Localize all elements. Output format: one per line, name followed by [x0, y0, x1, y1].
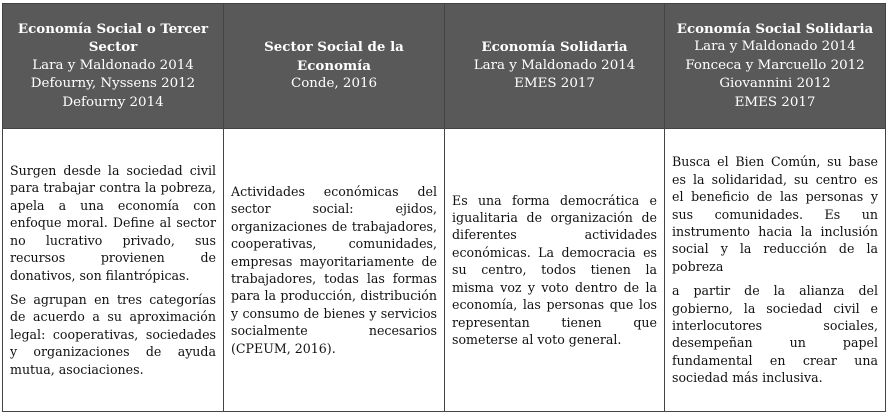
header-cell-economia-social-solidaria	[665, 4, 886, 129]
cell-paragraph: Es una forma democrática e igualitaria de organización de diferentes actividades económicas. La democracia es su centro, todos tienen la misma voz y voto dentro de la economía, las personas que los representan tienen que someterse al voto general.	[452, 192, 657, 347]
column-reference: Defourny, Nyssens 2012	[30, 76, 196, 92]
comparison-table	[2, 3, 886, 412]
column-reference: Conde, 2016	[290, 76, 378, 92]
column-title: Economía Social o Tercer Sector	[17, 20, 209, 56]
body-cell-sector-social	[224, 129, 445, 412]
column-reference: EMES 2017	[734, 94, 816, 110]
column-reference: Fonceca y Marcuello 2012	[685, 57, 865, 73]
column-reference: Lara y Maldonado 2014	[32, 57, 194, 73]
column-reference: Giovannini 2012	[719, 76, 831, 92]
cell-paragraph: Actividades económicas del sector social: ejidos, organizaciones de trabajadores, cooperativas, comunidades, empresas mayoritariamente de trabajadores, todas las formas para la producción, distribución y consumo de bienes y servicios socialmente necesarios (CPEUM, 2016).	[231, 183, 437, 356]
table-header	[3, 4, 886, 129]
column-title: Sector Social de la Economía	[264, 39, 404, 74]
column-reference: Defourny 2014	[62, 94, 164, 110]
table-body	[3, 129, 886, 412]
cell-paragraph: Se agrupan en tres categorías de acuerdo a su aproximación legal: cooperativas, sociedades y organizaciones de ayuda mutua, asociaciones.	[10, 291, 216, 377]
column-title: Economía Social Solidaria	[676, 20, 874, 37]
header-row	[3, 4, 886, 129]
column-title: Economía Solidaria	[481, 39, 628, 56]
column-reference: Lara y Maldonado 2014	[473, 57, 636, 73]
header-cell-sector-social	[224, 4, 445, 129]
cell-paragraph: Surgen desde la sociedad civil para trabajar contra la pobreza, apela a una economía con enfoque moral. Define al sector no lucrativo privado, sus recursos provienen de donativos, son filantrópicas.	[10, 163, 216, 283]
table-row	[3, 129, 886, 412]
body-cell-economia-social-solidaria	[665, 129, 886, 412]
column-reference: EMES 2017	[514, 76, 595, 92]
header-cell-economia-solidaria	[445, 4, 665, 129]
cell-paragraph: Busca el Bien Común, su base es la solidaridad, su centro es el beneficio de las personas y sus comunidades. Es un instrumento hacia la inclusión social y la reducción de la pobreza	[672, 154, 878, 274]
header-cell-economia-social-tercer-sector	[3, 4, 224, 129]
cell-paragraph: a partir de la alianza del gobierno, la sociedad civil e interlocutores sociales, desempeñan un papel fundamental en crear una sociedad más inclusiva.	[672, 283, 878, 386]
body-cell-economia-social-tercer-sector	[3, 129, 224, 412]
column-reference: Lara y Maldonado 2014	[694, 39, 856, 55]
body-cell-economia-solidaria	[445, 129, 665, 412]
